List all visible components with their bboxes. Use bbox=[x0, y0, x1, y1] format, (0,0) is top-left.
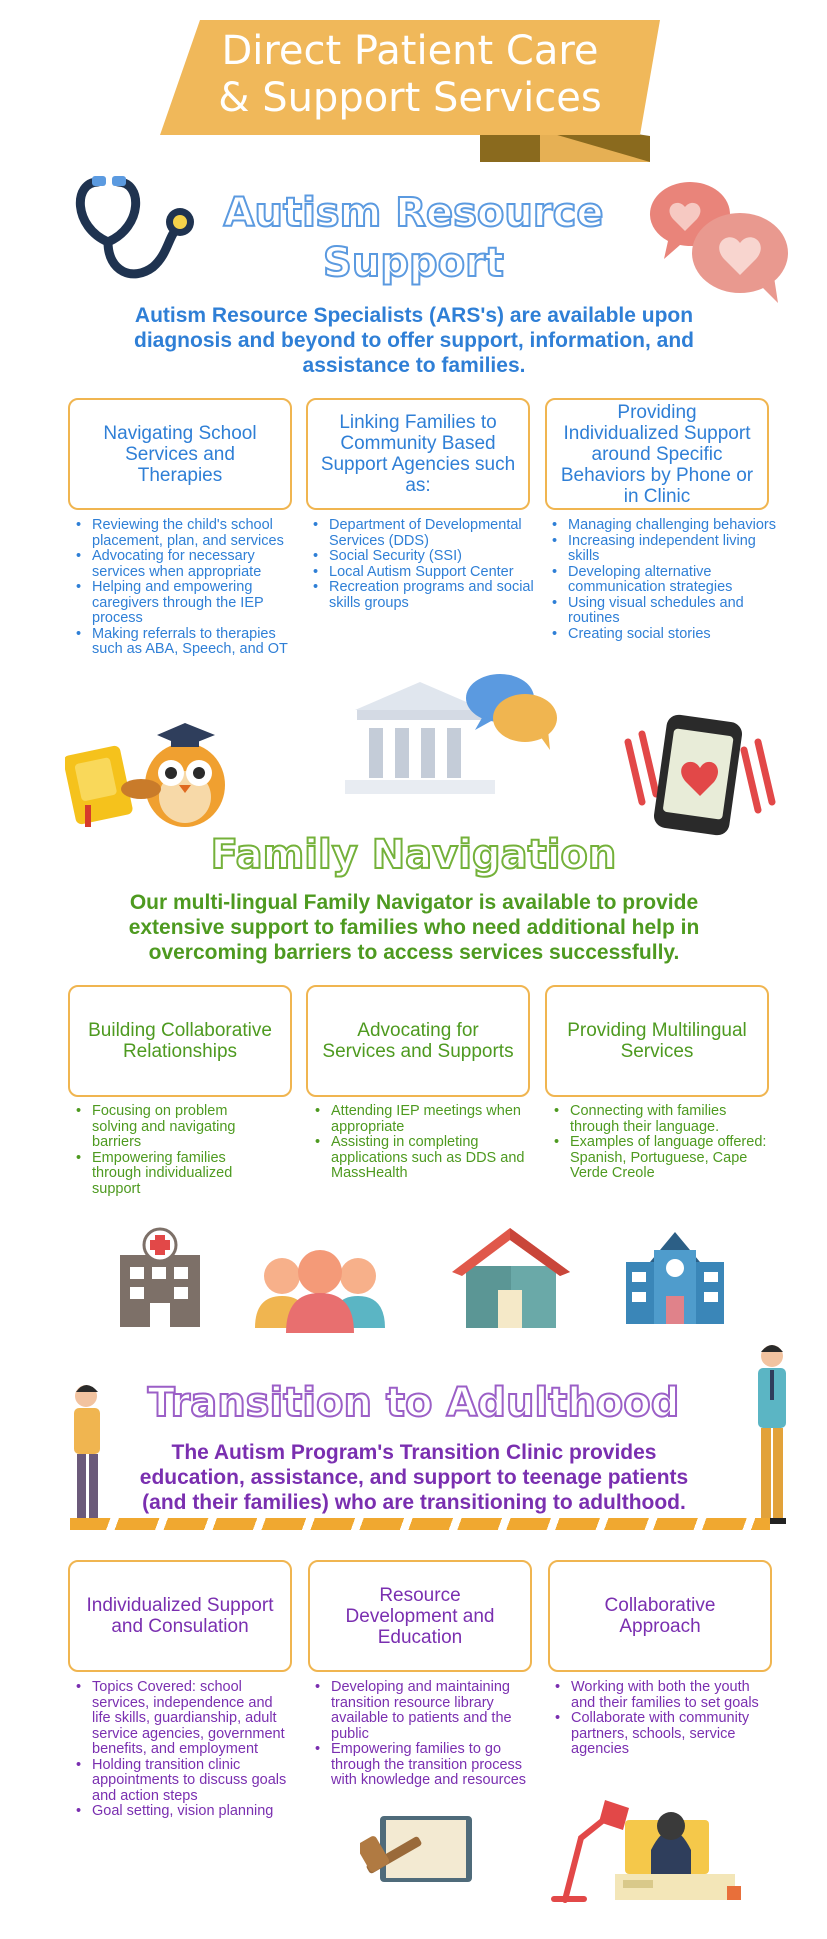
list-item: • Advocating for necessary services when appropriate bbox=[70, 549, 302, 580]
list-item: • Attending IEP meetings when appropriate bbox=[309, 1104, 529, 1135]
desk-lamp-icon bbox=[545, 1790, 745, 1910]
ta-box-resource-label: Resource Development and Education bbox=[345, 1584, 495, 1648]
school-icon bbox=[620, 1222, 730, 1332]
house-icon bbox=[448, 1220, 573, 1335]
fn-list-multilingual bbox=[548, 1104, 768, 1182]
ta-list-resource bbox=[309, 1680, 531, 1789]
list-item: • Developing and maintaining transition resource library available to patients and the public bbox=[309, 1680, 531, 1742]
list-item: • Focusing on problem solving and navigating barriers bbox=[70, 1104, 270, 1151]
autism-resource-lead: Autism Resource Specialists (ARS's) are available upon diagnosis and beyond to offer support, information, and assistance to families. bbox=[134, 304, 694, 377]
family-navigation-lead: Our multi-lingual Family Navigator is available to provide extensive support to families who need additional help in overcoming barriers to access services successfully. bbox=[128, 891, 700, 964]
family-navigation-title: Family Navigation bbox=[210, 832, 617, 878]
list-item: • Goal setting, vision planning bbox=[70, 1804, 292, 1820]
fn-box-advocating bbox=[306, 985, 530, 1097]
list-item: • Reviewing the child's school placement, plan, and services bbox=[70, 518, 302, 549]
heart-chat-icon bbox=[640, 175, 790, 310]
owl-book-icon bbox=[65, 705, 245, 840]
road-divider bbox=[70, 1518, 770, 1530]
building-chat-icon bbox=[335, 670, 565, 805]
fn-box-relationships bbox=[68, 985, 292, 1097]
list-item: • Using visual schedules and routines bbox=[546, 596, 776, 627]
list-item: • Developing alternative communication strategies bbox=[546, 565, 776, 596]
ars-box-behaviors bbox=[545, 398, 769, 510]
list-item: • Connecting with families through their language. bbox=[548, 1104, 768, 1135]
ars-box-linking bbox=[306, 398, 530, 510]
ars-box-linking-label: Linking Families to Community Based Support Agencies such as: bbox=[320, 412, 516, 496]
list-item: • Local Autism Support Center bbox=[307, 565, 543, 581]
list-item: • Social Security (SSI) bbox=[307, 549, 543, 565]
ars-box-navigating-label: Navigating School Services and Therapies bbox=[103, 422, 257, 486]
fn-box-relationships-label: Building Collaborative Relationships bbox=[88, 1020, 272, 1062]
ars-box-behaviors-label: Providing Individualized Support around Specific Behaviors by Phone or in Clinic bbox=[560, 401, 754, 507]
transition-lead: The Autism Program's Transition Clinic provides education, assistance, and support to teenage patients (and their families) who are transitioning to adulthood. bbox=[139, 1441, 689, 1514]
list-item: • Creating social stories bbox=[546, 627, 776, 643]
ta-box-collaborative-label: Collaborative Approach bbox=[604, 1595, 716, 1637]
fn-list-relationships bbox=[70, 1104, 270, 1197]
stethoscope-icon bbox=[68, 172, 198, 297]
list-item: • Managing challenging behaviors bbox=[546, 518, 776, 534]
ars-list-linking bbox=[307, 518, 543, 611]
fn-box-multilingual-label: Providing Multilingual Services bbox=[567, 1020, 747, 1062]
fn-box-multilingual bbox=[545, 985, 769, 1097]
list-item: • Holding transition clinic appointments to discuss goals and action steps bbox=[70, 1758, 292, 1805]
list-item: • Working with both the youth and their families to set goals bbox=[549, 1680, 771, 1711]
phone-heart-icon bbox=[620, 712, 780, 842]
ta-box-collaborative bbox=[548, 1560, 772, 1672]
hospital-icon bbox=[112, 1225, 207, 1335]
ta-list-individualized bbox=[70, 1680, 292, 1820]
list-item: • Helping and empowering caregivers through the IEP process bbox=[70, 580, 302, 627]
ars-box-navigating bbox=[68, 398, 292, 510]
list-item: • Topics Covered: school services, independence and life skills, guardianship, adult service agencies, government benefits, and employment bbox=[70, 1680, 292, 1758]
ta-list-collaborative bbox=[549, 1680, 771, 1758]
list-item: • Assisting in completing applications such as DDS and MassHealth bbox=[309, 1135, 529, 1182]
ta-box-individualized-label: Individualized Support and Consulation bbox=[86, 1595, 274, 1637]
list-item: • Department of Developmental Services (DDS) bbox=[307, 518, 543, 549]
ars-list-behaviors bbox=[546, 518, 776, 642]
list-item: • Making referrals to therapies such as ABA, Speech, and OT bbox=[70, 627, 302, 658]
ars-list-navigating bbox=[70, 518, 302, 658]
list-item: • Collaborate with community partners, schools, service agencies bbox=[549, 1711, 771, 1758]
page-title-line1: Direct Patient Care bbox=[221, 28, 599, 74]
autism-resource-title-line1: Autism Resource bbox=[223, 190, 604, 236]
people-icon bbox=[250, 1248, 390, 1338]
fn-box-advocating-label: Advocating for Services and Supports bbox=[322, 1020, 514, 1062]
page-title-line2: & Support Services bbox=[218, 75, 602, 121]
list-item: • Increasing independent living skills bbox=[546, 534, 776, 565]
fn-list-advocating bbox=[309, 1104, 529, 1182]
list-item: • Empowering families through individualized support bbox=[70, 1151, 270, 1198]
gavel-book-icon bbox=[360, 1810, 480, 1895]
autism-resource-title-line2: Support bbox=[323, 240, 504, 286]
autism-resource-title bbox=[200, 188, 627, 288]
ta-box-resource bbox=[308, 1560, 532, 1672]
person-left-icon bbox=[68, 1382, 108, 1532]
ta-box-individualized bbox=[68, 1560, 292, 1672]
transition-title: Transition to Adulthood bbox=[147, 1380, 680, 1426]
person-right-icon bbox=[752, 1342, 792, 1532]
list-item: • Recreation programs and social skills groups bbox=[307, 580, 543, 611]
list-item: • Empowering families to go through the transition process with knowledge and resources bbox=[309, 1742, 531, 1789]
list-item: • Examples of language offered: Spanish, Portuguese, Cape Verde Creole bbox=[548, 1135, 768, 1182]
page-title bbox=[160, 28, 660, 122]
